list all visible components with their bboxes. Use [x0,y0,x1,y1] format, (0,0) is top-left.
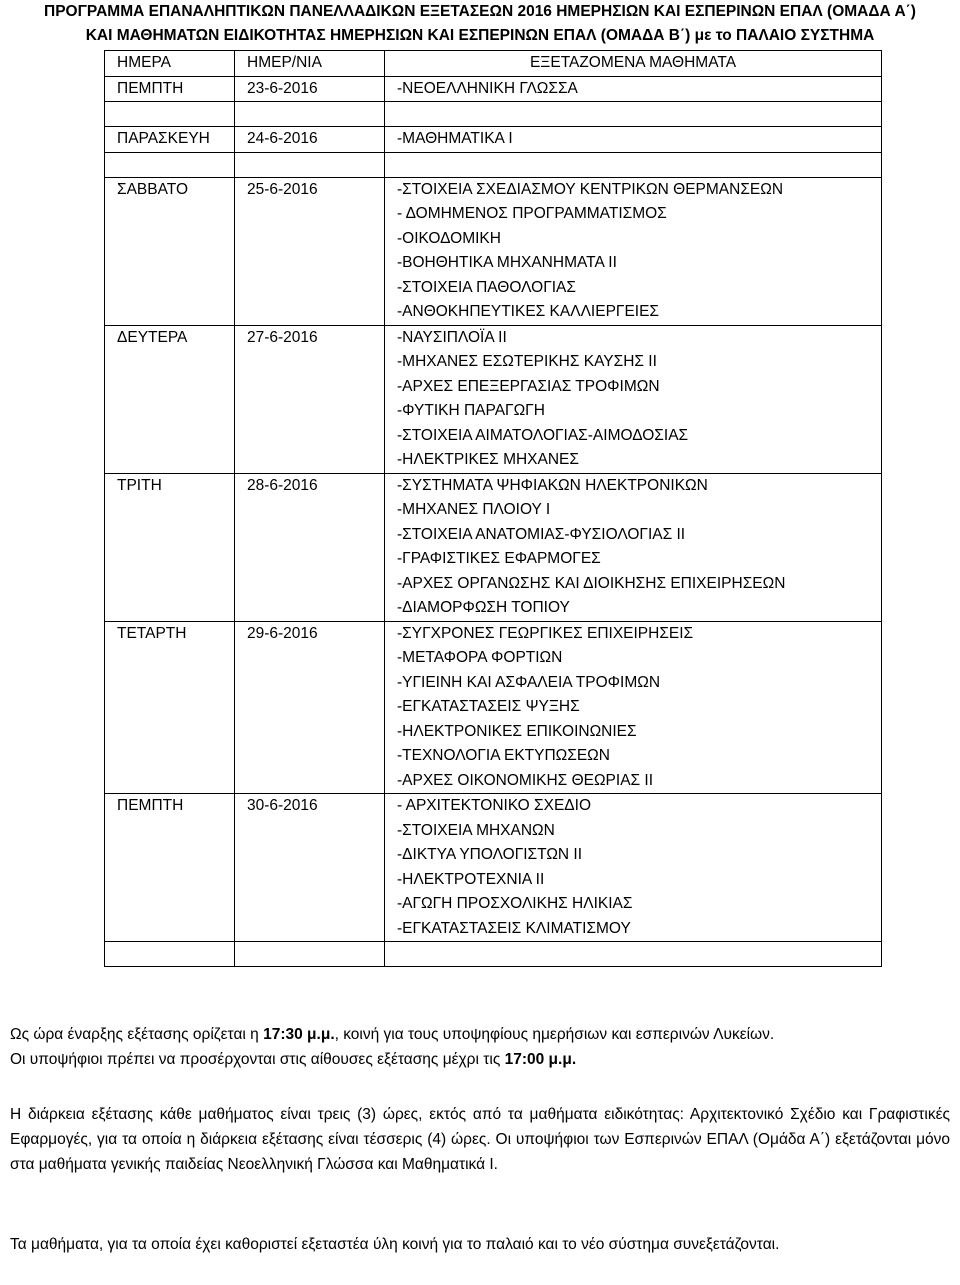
subject-item: -ΔΙΑΜΟΡΦΩΣΗ ΤΟΠΙΟΥ [397,599,570,616]
schedule-row [105,127,882,153]
start-time-prefix: Ως ώρα έναρξης εξέτασης ορίζεται η [10,1026,264,1043]
arrival-time-prefix: Οι υποψήφιοι πρέπει να προσέρχονται στις αίθουσες εξέτασης μέχρι τις [10,1051,505,1068]
spacer-cell [235,942,385,967]
day-cell: ΠΑΡΑΣΚΕΥΗ [105,127,235,153]
day-cell: ΤΡΙΤΗ [105,473,235,621]
subject-item: -ΔΙΚΤΥΑ ΥΠΟΛΟΓΙΣΤΩΝ ΙΙ [397,846,583,863]
subjects-cell [385,76,882,102]
spacer-cell [105,152,235,177]
schedule-row [105,794,882,942]
subject-item: -ΗΛΕΚΤΡΟΝΙΚΕΣ ΕΠΙΚΟΙΝΩΝΙΕΣ [397,722,637,740]
spacer-cell [385,152,882,177]
exam-time-notes [10,1022,950,1072]
spacer-cell [235,102,385,127]
subject-item: -ΦΥΤΙΚΗ ΠΑΡΑΓΩΓΗ [397,402,545,419]
subject-item: - ΔΟΜΗΜΕΝΟΣ ΠΡΟΓΡΑΜΜΑΤΙΣΜΟΣ [397,205,667,222]
day-cell: ΠΕΜΠΤΗ [105,76,235,102]
subject-item: -ΕΓΚΑΤΑΣΤΑΣΕΙΣ ΨΥΞΗΣ [397,698,580,715]
start-time-value: 17:30 μ.μ. [263,1026,335,1043]
start-time-suffix: , κοινή για τους υποψηφίους ημερήσιων και εσπερινών Λυκείων. [334,1026,775,1043]
title-line-2: ΚΑΙ ΜΑΘΗΜΑΤΩΝ ΕΙΔΙΚΟΤΗΤΑΣ ΗΜΕΡΗΣΙΩΝ ΚΑΙ ΕΣΠΕΡΙΝΩΝ ΕΠΑΛ (ΟΜΑΔΑ Β΄) με το ΠΑΛΑΙΟ ΣΥΣΤΗΜΑ [85,27,875,44]
subject-item: -ΜΑΘΗΜΑΤΙΚΑ Ι [397,130,513,147]
header-subjects: ΕΞΕΤΑΖΟΜΕΝΑ ΜΑΘΗΜΑΤΑ [385,51,882,77]
spacer-cell [105,102,235,127]
table-body [105,76,882,967]
arrival-time-note [10,1047,950,1072]
subject-item: -ΒΟΗΘΗΤΙΚΑ ΜΗΧΑΝΗΜΑΤΑ ΙΙ [397,254,617,271]
spacer-cell [235,152,385,177]
subject-item: -ΑΝΘΟΚΗΠΕΥΤΙΚΕΣ ΚΑΛΛΙΕΡΓΕΙΕΣ [397,303,660,320]
table-header-row [105,51,882,77]
subject-item: - ΑΡΧΙΤΕΚΤΟΝΙΚΟ ΣΧΕΔΙΟ [397,797,592,814]
spacer-cell [385,942,882,967]
subject-item: -ΓΡΑΦΙΣΤΙΚΕΣ ΕΦΑΡΜΟΓΕΣ [397,550,601,567]
subject-item: -ΟΙΚΟΔΟΜΙΚΗ [397,229,501,247]
subjects-cell [385,473,882,621]
subject-item: -ΜΗΧΑΝΕΣ ΠΛΟΙΟΥ Ι [397,501,551,518]
date-cell: 30-6-2016 [235,794,385,942]
schedule-row [105,621,882,794]
date-cell: 29-6-2016 [235,621,385,794]
exam-schedule-table [104,50,882,967]
subject-item: -ΑΡΧΕΣ ΟΙΚΟΝΟΜΙΚΗΣ ΘΕΩΡΙΑΣ ΙΙ [397,771,654,789]
subjects-cell [385,177,882,325]
spacer-row [105,152,882,177]
day-cell: ΔΕΥΤΕΡΑ [105,325,235,473]
spacer-cell [105,942,235,967]
day-cell: ΣΑΒΒΑΤΟ [105,177,235,325]
subject-item: -ΣΤΟΙΧΕΙΑ ΑΙΜΑΤΟΛΟΓΙΑΣ-ΑΙΜΟΔΟΣΙΑΣ [397,426,689,444]
day-cell: ΤΕΤΑΡΤΗ [105,621,235,794]
subject-item: -ΤΕΧΝΟΛΟΓΙΑ ΕΚΤΥΠΩΣΕΩΝ [397,747,610,764]
trailing-spacer-row [105,942,882,967]
date-cell: 25-6-2016 [235,177,385,325]
subject-item: -ΥΓΙΕΙΝΗ ΚΑΙ ΑΣΦΑΛΕΙΑ ΤΡΟΦΙΜΩΝ [397,673,661,691]
subjects-cell [385,794,882,942]
start-time-note [10,1022,950,1047]
subjects-cell [385,325,882,473]
arrival-time-value: 17:00 μ.μ. [504,1051,577,1068]
title-line-1: ΠΡΟΓΡΑΜΜΑ ΕΠΑΝΑΛΗΠΤΙΚΩΝ ΠΑΝΕΛΛΑΔΙΚΩΝ ΕΞΕΤΑΣΕΩΝ 2016 ΗΜΕΡΗΣΙΩΝ ΚΑΙ ΕΣΠΕΡΙΝΩΝ ΕΠΑΛ (ΟΜΑΔΑ Α΄) [44,3,916,20]
subject-item: -ΜΕΤΑΦΟΡΑ ΦΟΡΤΙΩΝ [397,649,563,666]
schedule-row [105,325,882,473]
subject-item: -ΑΓΩΓΗ ΠΡΟΣΧΟΛΙΚΗΣ ΗΛΙΚΙΑΣ [397,895,633,912]
day-cell: ΠΕΜΠΤΗ [105,794,235,942]
subject-item: -ΣΤΟΙΧΕΙΑ ΜΗΧΑΝΩΝ [397,821,555,839]
common-syllabus-note: Τα μαθήματα, για τα οποία έχει καθοριστεί εξεταστέα ύλη κοινή για το παλαιό και το νέο σύστημα συνεξετάζονται. [10,1236,780,1253]
date-cell: 28-6-2016 [235,473,385,621]
header-date: ΗΜΕΡ/ΝΙΑ [235,51,385,77]
subject-item: -ΣΤΟΙΧΕΙΑ ΣΧΕΔΙΑΣΜΟΥ ΚΕΝΤΡΙΚΩΝ ΘΕΡΜΑΝΣΕΩΝ [397,180,784,198]
subject-item: -ΗΛΕΚΤΡΟΤΕΧΝΙΑ ΙΙ [397,870,545,888]
duration-note: Η διάρκεια εξέτασης κάθε μαθήματος είναι τρεις (3) ώρες, εκτός από τα μαθήματα ειδικότητας: Αρχιτεκτονικό Σχέδιο και Γραφιστικές Εφαρμογές, για τα οποία η διάρκεια εξέτασης είναι τέσσερις (4) ώρες. Οι υποψήφιοι των Εσπερινών ΕΠΑΛ (Ομάδα Α΄) εξετάζονται μόνο στα μαθήματα γενικής παιδείας Νεοελληνική Γλώσσα και Μαθηματικά Ι. [10,1106,950,1173]
header-day: ΗΜΕΡΑ [105,51,235,77]
subject-item: -ΝΕΟΕΛΛΗΝΙΚΗ ΓΛΩΣΣΑ [397,79,578,97]
document-title [0,0,960,48]
schedule-row [105,177,882,325]
schedule-row [105,76,882,102]
subject-item: -ΜΗΧΑΝΕΣ ΕΣΩΤΕΡΙΚΗΣ ΚΑΥΣΗΣ ΙΙ [397,353,657,370]
subject-item: -ΣΤΟΙΧΕΙΑ ΑΝΑΤΟΜΙΑΣ-ΦΥΣΙΟΛΟΓΙΑΣ ΙΙ [397,525,686,543]
subject-item: -ΕΓΚΑΤΑΣΤΑΣΕΙΣ ΚΛΙΜΑΤΙΣΜΟΥ [397,919,631,937]
date-cell: 23-6-2016 [235,76,385,102]
subject-item: -ΝΑΥΣΙΠΛΟΪΑ ΙΙ [397,328,507,346]
subjects-cell [385,127,882,153]
schedule-row [105,473,882,621]
subject-item: -ΑΡΧΕΣ ΕΠΕΞΕΡΓΑΣΙΑΣ ΤΡΟΦΙΜΩΝ [397,377,660,395]
subjects-cell [385,621,882,794]
subject-item: -ΣΥΓΧΡΟΝΕΣ ΓΕΩΡΓΙΚΕΣ ΕΠΙΧΕΙΡΗΣΕΙΣ [397,624,694,642]
subject-item: -ΑΡΧΕΣ ΟΡΓΑΝΩΣΗΣ ΚΑΙ ΔΙΟΙΚΗΣΗΣ ΕΠΙΧΕΙΡΗΣΕΩΝ [397,574,786,592]
date-cell: 24-6-2016 [235,127,385,153]
date-cell: 27-6-2016 [235,325,385,473]
subject-item: -ΗΛΕΚΤΡΙΚΕΣ ΜΗΧΑΝΕΣ [397,451,579,468]
subject-item: -ΣΤΟΙΧΕΙΑ ΠΑΘΟΛΟΓΙΑΣ [397,278,576,296]
subject-item: -ΣΥΣΤΗΜΑΤΑ ΨΗΦΙΑΚΩΝ ΗΛΕΚΤΡΟΝΙΚΩΝ [397,476,708,494]
spacer-row [105,102,882,127]
spacer-cell [385,102,882,127]
